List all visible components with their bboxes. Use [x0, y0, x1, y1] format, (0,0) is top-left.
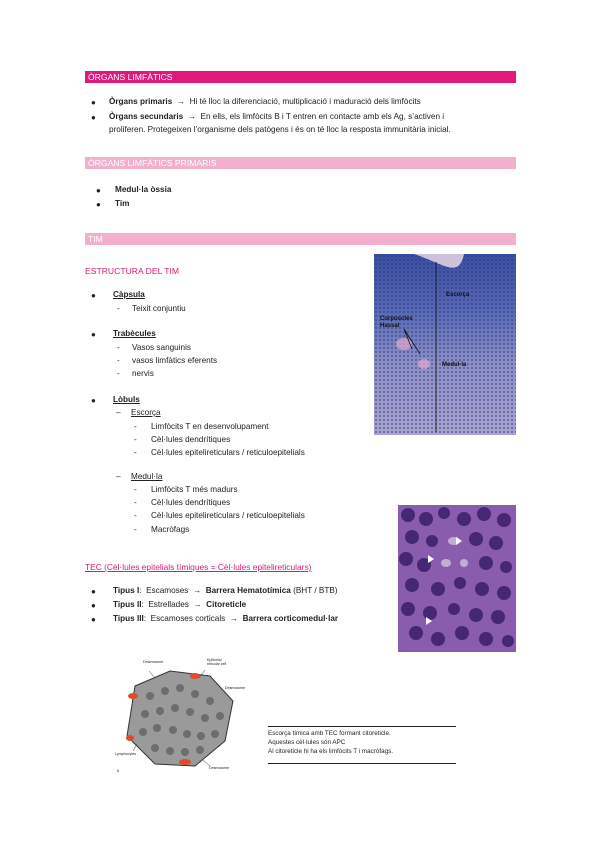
section-bar-tim: [85, 233, 516, 245]
label-epithelial: Epithelial reticular cell: [207, 658, 227, 666]
histology-overlay: [374, 254, 516, 435]
result: Barrera Hematotímica: [205, 586, 291, 595]
label: Tipus I: [113, 586, 140, 595]
tipus-iii: Tipus III: Escamoses corticals → Barrera corticomedul·lar: [113, 614, 339, 623]
text: Escamoses: [146, 586, 189, 595]
label: Tipus II: [113, 600, 142, 609]
dash: -: [134, 422, 137, 431]
text: Escamoses corticals: [150, 614, 226, 623]
bullet: ●: [91, 98, 96, 107]
section-title: ÒRGANS LIMFÀTICS PRIMARIS: [88, 158, 217, 168]
bullet: ●: [96, 200, 101, 209]
term-secundaris: Òrgans secundaris: [109, 112, 184, 121]
label-desmosome-2: Desmosome: [225, 686, 245, 690]
result: Citoreticle: [206, 600, 247, 609]
list-item: Macròfags: [151, 525, 190, 534]
label-escorca: Escorça: [446, 292, 470, 298]
dash: -: [134, 435, 137, 444]
list-item: Limfòcits T més madurs: [151, 485, 238, 494]
diagram-svg: [115, 656, 245, 776]
paragraph-secundaris: [109, 112, 529, 121]
bullet: ●: [91, 601, 96, 610]
caption-line-1: Escorça tímica amb TEC formant citoreticle.: [268, 730, 391, 737]
dash: -: [134, 448, 137, 457]
dash: -: [134, 485, 137, 494]
thymus-diagram: [115, 656, 245, 776]
dash: -: [117, 356, 120, 365]
paragraph-primaris: [109, 97, 529, 106]
extra: (BHT / BTB): [293, 586, 338, 595]
heading-medulla: Medul·la: [131, 472, 163, 481]
caption-line-3: Al citoreticle hi ha els limfòcits T i macròfags.: [268, 748, 394, 755]
list-item: Medul·la òssia: [115, 185, 172, 194]
section-title: ÒRGANS LIMFÀTICS: [88, 72, 173, 82]
list-item: Cèl·lules dendrítiques: [151, 498, 231, 507]
list-item: vasos limfàtics eferents: [132, 356, 218, 365]
arrow-icon: →: [174, 97, 188, 106]
bullet: ●: [91, 330, 96, 339]
bullet: ●: [91, 587, 96, 596]
list-item: Cèl·lules dendrítiques: [151, 435, 231, 444]
section-bar-primaris: [85, 157, 516, 169]
label-b: b: [117, 768, 120, 773]
label-lymphocytes: Lymphocytes: [115, 752, 137, 756]
label-medulla: Medul·la: [442, 362, 467, 368]
arrow-icon: →: [190, 586, 204, 595]
list-item: Cèl·lules epitelireticulars / reticuloepitelials: [151, 448, 305, 457]
dash: –: [116, 408, 121, 417]
bullet: ●: [91, 396, 96, 405]
text-secundaris: En ells, els limfòcits B i T entren en contacte amb els Ag, s’activen i: [200, 112, 445, 121]
tec-title: TEC (Cèl·lules epitelials tímiques = Cèl·lules epitelireticulars): [85, 562, 312, 572]
bullet: ●: [91, 615, 96, 624]
list-item: Teixit conjuntiu: [132, 304, 186, 313]
section-bar-organs-limfatics: [85, 71, 516, 83]
text: Estrellades: [148, 600, 189, 609]
bullet: ●: [91, 113, 96, 122]
heading-escorca: Escorça: [131, 408, 161, 417]
arrow-icon: →: [191, 600, 204, 609]
dash: –: [116, 472, 121, 481]
list-item: Cèl·lules epitelireticulars / reticuloepitelials: [151, 511, 305, 520]
list-item: Vasos sanguinis: [132, 343, 192, 352]
label-desmosome-1: Desmosome: [143, 660, 164, 664]
bullet: ●: [91, 291, 96, 300]
histology-thymus-image: [374, 254, 516, 435]
label: Tipus III: [113, 614, 144, 623]
dash: -: [134, 498, 137, 507]
label-desmosome-3: Desmosome: [209, 766, 230, 770]
term-primaris: Òrgans primaris: [109, 97, 173, 106]
caption-line-2: Aquestes cèl·lules són APC: [268, 739, 346, 746]
heading-capsula: Càpsula: [113, 290, 145, 299]
dash: -: [117, 369, 120, 378]
bullet: ●: [96, 186, 101, 195]
dash: -: [117, 343, 120, 352]
result: Barrera corticomedul·lar: [242, 614, 339, 623]
subtitle-estructura: ESTRUCTURA DEL TIM: [85, 266, 180, 276]
text-primaris: Hi té lloc la diferenciació, multiplicació i maduració dels limfòcits: [189, 97, 421, 106]
heading-lobuls: Lòbuls: [113, 395, 140, 404]
tec-cells: [398, 505, 516, 652]
section-title: TIM: [88, 234, 103, 244]
list-item: Limfòcits T en desenvolupament: [151, 422, 269, 431]
arrow-icon: →: [185, 112, 199, 121]
list-item: Tim: [115, 199, 130, 208]
tipus-i: Tipus I: Escamoses → Barrera Hematotímica (BHT / BTB): [113, 586, 338, 595]
tipus-ii: Tipus II: Estrellades → Citoreticle: [113, 600, 247, 609]
heading-trabecules: Trabècules: [113, 329, 156, 338]
caption-box: [268, 726, 456, 764]
dash: -: [117, 304, 120, 313]
label-corpuscles: Corpuscles Hassal: [380, 316, 413, 329]
text-secundaris-2: proliferen. Protegeixen l’organisme dels patògens i és on té lloc la resposta immunitària inicial.: [109, 125, 451, 134]
list-item: nervis: [132, 369, 154, 378]
arrow-icon: →: [227, 614, 241, 623]
dash: -: [134, 511, 137, 520]
dash: -: [134, 525, 137, 534]
histology-tec-image: [398, 505, 516, 652]
